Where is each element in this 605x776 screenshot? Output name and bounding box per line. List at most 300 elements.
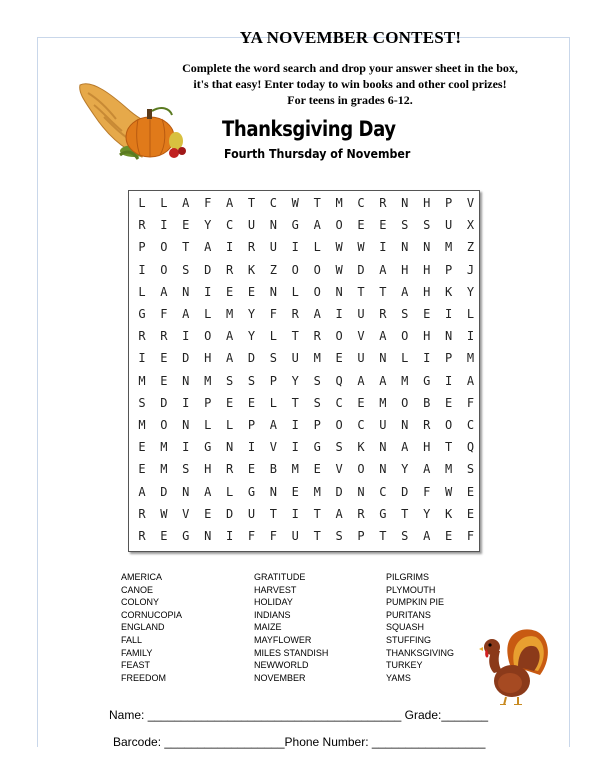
- grid-letter: E: [313, 462, 321, 477]
- grid-letter: H: [401, 262, 409, 277]
- word-list-item: FALL: [121, 634, 143, 645]
- name-field[interactable]: ______________________________________: [147, 708, 402, 722]
- grid-letter: L: [160, 196, 168, 210]
- grid-letter: K: [444, 506, 453, 521]
- grid-letter: N: [444, 329, 453, 344]
- grid-letter: D: [204, 262, 212, 277]
- grid-letter: M: [160, 462, 168, 477]
- grid-letter: I: [291, 506, 299, 521]
- grid-letter: I: [182, 395, 190, 410]
- grid-letter: M: [313, 351, 321, 366]
- grid-letter: O: [160, 418, 168, 432]
- grid-letter: P: [444, 351, 453, 366]
- grid-letter: A: [423, 529, 431, 543]
- word-list-item: YAMS: [386, 672, 411, 683]
- grid-letter: E: [466, 484, 475, 499]
- grid-letter: C: [225, 218, 234, 233]
- grid-letter: N: [379, 351, 387, 366]
- grid-letter: P: [357, 529, 365, 543]
- word-list-item: FAMILY: [121, 647, 153, 658]
- grid-letter: A: [269, 418, 277, 432]
- grid-letter: A: [225, 196, 234, 210]
- grid-letter: Y: [247, 307, 256, 321]
- word-list-item: FEAST: [121, 660, 151, 671]
- grid-letter: Q: [466, 440, 475, 455]
- grid-letter: R: [357, 506, 365, 521]
- name-line: [109, 708, 488, 722]
- grid-letter: C: [466, 418, 475, 432]
- grid-letter: U: [444, 218, 453, 233]
- grid-letter: T: [291, 329, 299, 344]
- grid-letter: D: [335, 484, 343, 499]
- grid-letter: V: [269, 440, 277, 455]
- grid-letter: A: [204, 484, 212, 499]
- grid-letter: N: [269, 484, 277, 499]
- grid-letter: N: [401, 240, 409, 255]
- grid-letter: E: [138, 440, 146, 455]
- word-search-grid: [128, 190, 480, 552]
- grid-letter: A: [466, 373, 475, 388]
- grid-letter: G: [379, 506, 387, 521]
- grid-letter: R: [160, 329, 168, 344]
- contest-title: YA NOVEMBER CONTEST!: [239, 28, 462, 47]
- grid-letter: R: [379, 196, 387, 210]
- grid-letter: M: [138, 373, 146, 388]
- grid-letter: N: [182, 284, 190, 299]
- grid-letter: Y: [204, 218, 212, 233]
- grid-letter: I: [138, 351, 146, 366]
- phone-label: Phone Number:: [284, 735, 369, 749]
- grid-letter: I: [225, 529, 234, 543]
- grid-letter: A: [401, 440, 409, 455]
- grid-letter: R: [138, 506, 146, 521]
- grid-letter: O: [335, 418, 343, 432]
- grid-letter: J: [466, 262, 475, 277]
- grid-letter: O: [401, 329, 409, 344]
- grid-letter: L: [138, 284, 146, 299]
- grid-letter: A: [160, 284, 168, 299]
- grid-letter: D: [160, 395, 168, 410]
- grid-letter: O: [335, 218, 343, 233]
- grid-letter: I: [466, 329, 475, 344]
- grid-letter: C: [357, 418, 365, 432]
- grid-letter: N: [182, 373, 190, 388]
- grid-letter: I: [160, 218, 168, 233]
- grid-letter: A: [182, 307, 190, 321]
- word-list-item: SQUASH: [386, 622, 425, 633]
- grid-letter: Y: [247, 329, 256, 344]
- word-list-column-2: [254, 571, 328, 684]
- word-list-item: THANKSGIVING: [386, 647, 455, 658]
- grid-letter: I: [247, 440, 256, 455]
- grid-letter: C: [379, 484, 387, 499]
- word-list-item: MILES STANDISH: [254, 647, 329, 658]
- grid-letter: A: [225, 351, 234, 366]
- grid-letter: E: [138, 462, 146, 477]
- grid-letter: I: [444, 307, 453, 321]
- grid-letter: T: [291, 395, 299, 410]
- grid-letter: N: [204, 529, 212, 543]
- grid-letter: G: [313, 440, 321, 455]
- word-list-item: PLYMOUTH: [386, 584, 436, 595]
- grid-letter: O: [160, 262, 168, 277]
- word-list-item: HARVEST: [254, 584, 297, 595]
- grid-letter: K: [357, 440, 365, 455]
- grid-letter: L: [225, 418, 234, 432]
- grid-letter: R: [313, 329, 321, 344]
- grid-letter: S: [182, 262, 190, 277]
- grid-letter: R: [423, 418, 431, 432]
- grid-letter: D: [357, 262, 365, 277]
- grid-letter: L: [204, 307, 212, 321]
- word-list-item: HOLIDAY: [254, 597, 293, 608]
- grid-letter: S: [401, 307, 409, 321]
- word-list-column-3: [386, 571, 454, 684]
- grid-letter: H: [423, 262, 431, 277]
- grid-letter: M: [291, 462, 299, 477]
- grid-letter: R: [225, 262, 234, 277]
- grid-letter: I: [291, 440, 299, 455]
- grid-letter: E: [379, 218, 387, 233]
- word-list-item: NOVEMBER: [254, 672, 306, 683]
- word-list-item: GRATITUDE: [254, 572, 306, 582]
- grid-letter: S: [225, 373, 234, 388]
- grid-letter: T: [313, 529, 321, 543]
- grid-letter: O: [444, 418, 453, 432]
- grid-letter: V: [335, 462, 343, 477]
- grid-letter: F: [269, 307, 277, 321]
- grid-letter: N: [423, 240, 431, 255]
- grid-letter: T: [357, 284, 365, 299]
- grid-letter: U: [379, 418, 387, 432]
- grid-letter: E: [247, 395, 256, 410]
- word-list-column-1: [121, 571, 182, 684]
- grid-letter: G: [182, 529, 190, 543]
- word-search-letters: [129, 191, 479, 551]
- grid-letter: P: [444, 196, 453, 210]
- grid-letter: E: [225, 284, 234, 299]
- grid-letter: T: [269, 506, 277, 521]
- grid-letter: F: [466, 529, 475, 543]
- grid-letter: R: [291, 307, 299, 321]
- grid-letter: U: [247, 218, 256, 233]
- word-list-item: PURITANS: [386, 609, 431, 620]
- grid-letter: L: [291, 284, 299, 299]
- grid-letter: Z: [466, 240, 475, 255]
- grid-letter: F: [247, 529, 256, 543]
- grid-letter: M: [204, 373, 212, 388]
- grid-letter: E: [225, 395, 234, 410]
- grid-letter: I: [182, 440, 190, 455]
- grid-letter: R: [138, 529, 146, 543]
- grid-letter: P: [444, 262, 453, 277]
- grid-letter: N: [401, 418, 409, 432]
- grid-letter: C: [357, 196, 365, 210]
- word-list-item: PUMPKIN PIE: [386, 597, 445, 608]
- grid-letter: S: [401, 529, 409, 543]
- grid-letter: W: [335, 262, 343, 277]
- grid-letter: M: [401, 373, 409, 388]
- grid-letter: I: [182, 329, 190, 344]
- grid-letter: N: [335, 284, 343, 299]
- word-list-item: AMERICA: [121, 572, 163, 582]
- grid-letter: D: [225, 506, 234, 521]
- grid-letter: O: [160, 240, 168, 255]
- grid-letter: E: [357, 218, 365, 233]
- grid-letter: T: [379, 529, 387, 543]
- grid-letter: I: [379, 240, 387, 255]
- barcode-field[interactable]: __________________: [164, 735, 285, 749]
- grid-letter: I: [291, 418, 299, 432]
- name-label: Name:: [109, 708, 145, 722]
- grid-letter: S: [313, 395, 321, 410]
- grid-letter: G: [204, 440, 212, 455]
- grid-letter: A: [423, 462, 431, 477]
- grid-letter: S: [423, 218, 431, 233]
- grid-letter: N: [182, 484, 190, 499]
- grade-field[interactable]: _______: [441, 708, 489, 722]
- grid-letter: S: [247, 373, 256, 388]
- grid-letter: E: [247, 462, 256, 477]
- grid-letter: L: [313, 240, 321, 255]
- grade-label: Grade:: [404, 708, 442, 722]
- grid-letter: Z: [269, 262, 277, 277]
- grid-letter: A: [138, 484, 146, 499]
- grid-letter: M: [138, 418, 146, 432]
- grid-letter: D: [247, 351, 256, 366]
- grid-letter: I: [138, 262, 146, 277]
- grid-letter: S: [269, 351, 277, 366]
- grid-letter: Y: [423, 506, 431, 521]
- grid-letter: L: [401, 351, 409, 366]
- grid-letter: U: [357, 307, 365, 321]
- grid-letter: E: [160, 351, 168, 366]
- grid-letter: S: [335, 440, 343, 455]
- grid-letter: H: [204, 351, 212, 366]
- grid-letter: R: [138, 329, 146, 344]
- word-list-item: PILGRIMS: [386, 572, 430, 582]
- grid-letter: F: [423, 484, 431, 499]
- grid-letter: C: [335, 395, 343, 410]
- grid-letter: M: [225, 307, 234, 321]
- grid-letter: V: [466, 196, 475, 210]
- grid-letter: A: [379, 262, 387, 277]
- contest-intro: [170, 60, 530, 108]
- grid-letter: T: [247, 196, 256, 210]
- grid-letter: U: [357, 351, 365, 366]
- grid-letter: V: [357, 329, 365, 344]
- grid-letter: W: [357, 240, 365, 255]
- grid-letter: U: [291, 351, 299, 366]
- phone-field[interactable]: _________________: [371, 735, 486, 749]
- barcode-label: Barcode:: [113, 735, 162, 749]
- grid-letter: F: [466, 395, 475, 410]
- grid-letter: G: [247, 484, 256, 499]
- grid-letter: K: [444, 284, 453, 299]
- grid-letter: A: [379, 329, 387, 344]
- grid-letter: T: [444, 440, 453, 455]
- grid-letter: O: [357, 462, 365, 477]
- grid-letter: A: [313, 307, 321, 321]
- grid-letter: T: [401, 506, 409, 521]
- grid-letter: E: [444, 395, 453, 410]
- grid-letter: P: [138, 240, 146, 255]
- grid-letter: U: [269, 240, 277, 255]
- grid-letter: A: [225, 329, 234, 344]
- grid-letter: B: [269, 462, 277, 477]
- word-list-item: ENGLAND: [121, 622, 165, 633]
- intro-line: Complete the word search and drop your answer sheet in the box,: [182, 61, 518, 75]
- grid-letter: O: [204, 329, 212, 344]
- grid-letter: S: [466, 462, 475, 477]
- grid-letter: E: [291, 484, 299, 499]
- grid-letter: O: [401, 395, 409, 410]
- grid-letter: E: [335, 351, 343, 366]
- margin-guide-right: [569, 37, 570, 747]
- turkey-icon: [470, 625, 550, 705]
- grid-letter: I: [335, 307, 343, 321]
- grid-letter: A: [401, 284, 409, 299]
- grid-letter: F: [160, 307, 168, 321]
- grid-letter: E: [466, 506, 475, 521]
- grid-letter: I: [291, 240, 299, 255]
- grid-letter: A: [313, 218, 321, 233]
- grid-letter: R: [247, 240, 256, 255]
- intro-line: it's that easy! Enter today to win books and other cool prizes!: [193, 77, 507, 91]
- grid-letter: F: [204, 196, 212, 210]
- grid-letter: O: [291, 262, 299, 277]
- grid-letter: S: [138, 395, 146, 410]
- grid-letter: K: [247, 262, 256, 277]
- grid-letter: Y: [401, 462, 409, 477]
- word-list-item: CORNUCOPIA: [121, 609, 183, 620]
- grid-letter: V: [182, 506, 190, 521]
- grid-letter: Y: [291, 373, 299, 388]
- grid-letter: D: [401, 484, 409, 499]
- grid-letter: L: [204, 418, 212, 432]
- grid-letter: L: [269, 395, 277, 410]
- grid-letter: M: [379, 395, 387, 410]
- grid-letter: R: [138, 218, 146, 233]
- grid-letter: G: [138, 307, 146, 321]
- grid-letter: I: [204, 284, 212, 299]
- grid-letter: L: [225, 484, 234, 499]
- grid-letter: M: [160, 440, 168, 455]
- grid-letter: T: [379, 284, 387, 299]
- grid-letter: O: [335, 329, 343, 344]
- grid-letter: E: [247, 284, 256, 299]
- grid-letter: M: [466, 351, 475, 366]
- grid-letter: L: [269, 329, 277, 344]
- grid-letter: U: [247, 506, 256, 521]
- grid-letter: S: [335, 529, 343, 543]
- grid-letter: E: [423, 307, 431, 321]
- grid-letter: M: [444, 462, 453, 477]
- grid-letter: A: [335, 506, 343, 521]
- grid-letter: F: [269, 529, 277, 543]
- grid-letter: A: [379, 373, 387, 388]
- margin-guide-left: [37, 37, 38, 747]
- grid-letter: T: [182, 240, 190, 255]
- grid-letter: D: [160, 484, 168, 499]
- grid-letter: E: [444, 529, 453, 543]
- grid-letter: N: [269, 284, 277, 299]
- barcode-phone-line: [113, 735, 485, 749]
- grid-letter: G: [423, 373, 431, 388]
- grid-letter: E: [160, 373, 168, 388]
- grid-letter: L: [466, 307, 475, 321]
- grid-letter: M: [444, 240, 453, 255]
- grid-letter: W: [291, 196, 299, 210]
- grid-letter: N: [357, 484, 365, 499]
- grid-letter: B: [423, 395, 431, 410]
- word-list-item: MAYFLOWER: [254, 634, 312, 645]
- grid-letter: U: [291, 529, 299, 543]
- word-list-item: STUFFING: [386, 634, 431, 645]
- grid-letter: T: [313, 506, 321, 521]
- grid-letter: I: [423, 351, 431, 366]
- grid-letter: E: [182, 218, 190, 233]
- grid-letter: E: [204, 506, 212, 521]
- grid-letter: P: [204, 395, 212, 410]
- grid-letter: H: [423, 329, 431, 344]
- grid-letter: G: [291, 218, 299, 233]
- grid-letter: W: [160, 506, 168, 521]
- grid-letter: A: [182, 196, 190, 210]
- grid-letter: P: [269, 373, 277, 388]
- word-list-item: TURKEY: [386, 660, 423, 671]
- intro-line: For teens in grades 6-12.: [287, 93, 413, 107]
- word-list-item: INDIANS: [254, 609, 291, 620]
- grid-letter: R: [225, 462, 234, 477]
- grid-letter: S: [182, 462, 190, 477]
- grid-letter: X: [466, 218, 475, 233]
- grid-letter: I: [225, 240, 234, 255]
- grid-letter: E: [160, 529, 168, 543]
- cornucopia-icon: [72, 75, 192, 165]
- grid-letter: M: [335, 196, 343, 210]
- grid-letter: O: [313, 262, 321, 277]
- puzzle-subheading: Fourth Thursday of November: [224, 147, 411, 161]
- grid-letter: M: [313, 484, 321, 499]
- grid-letter: Q: [335, 373, 343, 388]
- grid-letter: D: [182, 351, 190, 366]
- grid-letter: S: [401, 218, 409, 233]
- grid-letter: W: [335, 240, 343, 255]
- grid-letter: T: [313, 196, 321, 210]
- grid-letter: L: [138, 196, 146, 210]
- grid-letter: H: [423, 196, 431, 210]
- grid-letter: N: [401, 196, 409, 210]
- grid-letter: R: [379, 307, 387, 321]
- grid-letter: N: [182, 418, 190, 432]
- grid-letter: N: [225, 440, 234, 455]
- word-list-item: NEWWORLD: [254, 660, 309, 671]
- grid-letter: H: [423, 284, 431, 299]
- grid-letter: A: [204, 240, 212, 255]
- word-list-item: COLONY: [121, 597, 160, 608]
- grid-letter: N: [269, 218, 277, 233]
- grid-letter: W: [444, 484, 453, 499]
- word-list-item: CANOE: [121, 584, 154, 595]
- grid-letter: P: [313, 418, 321, 432]
- grid-letter: H: [204, 462, 212, 477]
- grid-letter: S: [313, 373, 321, 388]
- grid-letter: H: [423, 440, 431, 455]
- grid-letter: O: [313, 284, 321, 299]
- word-list-item: MAIZE: [254, 622, 282, 633]
- grid-letter: A: [357, 373, 365, 388]
